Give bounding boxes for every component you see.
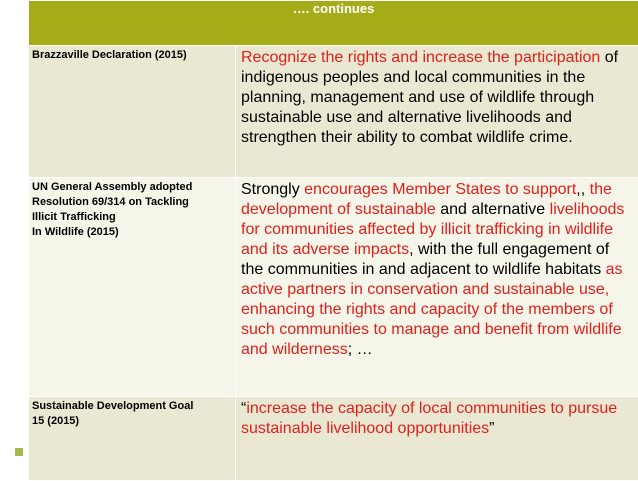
text-segment: Recognize the rights and increase the participation bbox=[241, 49, 600, 66]
table-row bbox=[29, 46, 638, 178]
text-segment: ,, bbox=[576, 181, 589, 198]
row-text bbox=[236, 397, 638, 481]
text-segment: encourages Member States to support bbox=[304, 181, 576, 198]
text-segment: and alternative bbox=[436, 201, 550, 218]
row-label-line: 15 (2015) bbox=[32, 414, 232, 429]
text-segment: ; … bbox=[348, 341, 373, 358]
text-segment: the development of sustainable bbox=[241, 181, 612, 218]
row-label-line: Illicit Trafficking bbox=[32, 210, 232, 225]
row-text bbox=[236, 46, 638, 178]
row-label-line: Resolution 69/314 on Tackling bbox=[32, 195, 232, 210]
row-text bbox=[236, 178, 638, 397]
text-segment: “ bbox=[241, 400, 246, 417]
row-label bbox=[29, 397, 236, 481]
row-label-line: In Wildlife (2015) bbox=[32, 225, 232, 240]
text-segment: Strongly bbox=[241, 181, 304, 198]
text-segment: livelihoods for communities affected by illicit trafficking in wildlife and its adverse impacts bbox=[241, 201, 624, 258]
table-header-row bbox=[29, 1, 638, 46]
text-segment: , with the full engagement of the communities in and adjacent to wildlife habitats bbox=[241, 241, 609, 278]
bullet-marker bbox=[15, 448, 23, 456]
table-row bbox=[29, 178, 638, 397]
row-label: Brazzaville Declaration (2015) bbox=[29, 46, 236, 178]
text-segment: of indigenous peoples and local communities in the planning, management and use of wildlife through sustainable use and alternative livelihoods and strengthen their ability to combat wildlife crime. bbox=[241, 49, 618, 146]
text-segment: as active partners in conservation and sustainable use, enhancing the rights and capacity of the members of such communities to manage and benefit from wildlife and wilderness bbox=[241, 261, 623, 358]
text-segment: increase the capacity of local communities to pursue sustainable livelihood opportunities bbox=[241, 400, 617, 437]
table-header-title: …. continues bbox=[29, 1, 638, 46]
row-label bbox=[29, 178, 236, 397]
comparison-table bbox=[28, 0, 638, 481]
table-row bbox=[29, 397, 638, 481]
row-label-line: Sustainable Development Goal bbox=[32, 399, 232, 414]
text-segment: ” bbox=[489, 420, 494, 437]
row-label-line: UN General Assembly adopted bbox=[32, 180, 232, 195]
